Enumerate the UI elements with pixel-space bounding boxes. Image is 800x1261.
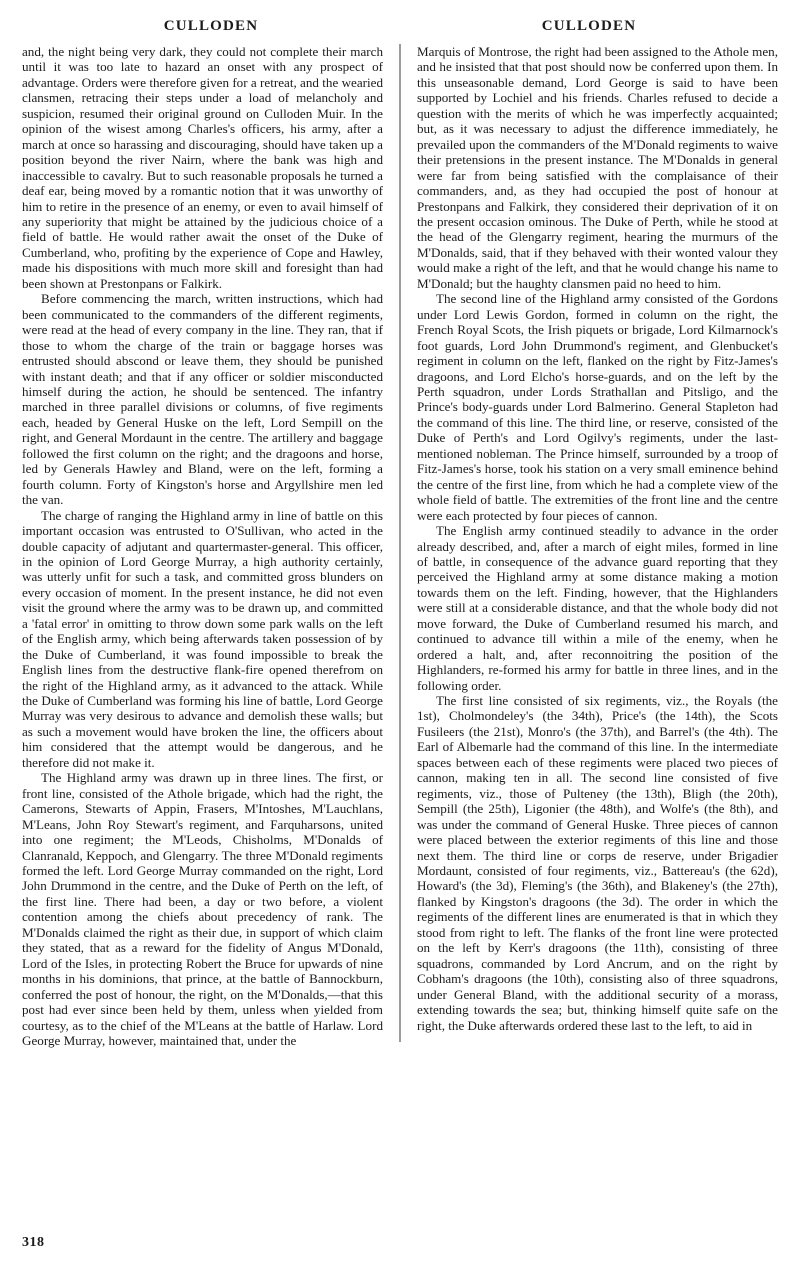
paragraph: The Highland army was drawn up in three lines. The first, or front line, consisted of the Athole brigade, which had the right, the Camerons, Stewarts of Appin, Frasers, M'Intoshes, M'Lauchlans, M'Leans, John Roy Stewart's regiment, and Farquharsons, united into one regiment; the M'Leods, Chisholms, M'Donalds of Clanranald, Keppoch, and Glengarry. The three M'Donald regiments formed the left. Lord George Murray commanded on the right, Lord John Drummond in the centre, and the Duke of Perth on the left, of the first line. There had been, a day or two before, a violent contention among the chiefs about precedency of rank. The M'Donalds claimed the right as their due, in support of which claim they stated, that as a reward for the fidelity of Angus M'Donald, Lord of the Isles, in protecting Robert the Bruce for upwards of nine months in his dominions, that prince, at the battle of Bannockburn, conferred the post of honour, the right, on the M'Donalds,—that this post had ever since been held by them, unless when yielded from courtesy, as to the chief of the M'Leans at the battle of Harlaw. Lord George Murray, however, maintained that, under the (22, 770, 383, 1048)
right-column (400, 44, 778, 1070)
column-divider (400, 44, 401, 1042)
column-bottom-spacer (22, 1048, 383, 1070)
text-columns (22, 44, 778, 1070)
paragraph: The charge of ranging the Highland army in line of battle on this important occasion was entrusted to O'Sullivan, who acted in the double capacity of adjutant and quartermaster-general. This officer, in the opinion of Lord George Murray, a high authority certainly, was utterly unfit for such a task, and committed gross blunders on every occasion of moment. In the present instance, he did not even visit the ground where the army was to be drawn up, and committed a 'fatal error' in omitting to throw down some park walls on the left of the English army, which being afterwards taken possession of by the Duke of Cumberland, it was found impossible to break the English lines from the destructive flank-fire opened therefrom on the right of the Highland army, as it advanced to the attack. While the Duke of Cumberland was forming his line of battle, Lord George Murray was very desirous to advance and demolish these walls; but as such a movement would have broken the line, the officers about him considered that the attempt would be dangerous, and he therefore did not make it. (22, 507, 383, 770)
paragraph: The English army continued steadily to advance in the order already described, and, after a march of eight miles, formed in line of battle, in consequence of the advance guard reporting that they perceived the Highland army at some distance making a motion towards them on the left. Finding, however, that the Highlanders were still at a considerable distance, and that the whole body did not move forward, the Duke of Cumberland resumed his march, and continued to advance till within a mile of the enemy, when he ordered a halt, and, after reconnoitring the position of the Highlanders, re-formed his army for battle in three lines, and in the following order. (417, 523, 778, 693)
running-heads (22, 18, 778, 44)
running-head-right: CULLODEN (541, 18, 637, 34)
running-head-left: CULLODEN (163, 18, 259, 34)
paragraph: Before commencing the march, written instructions, which had been communicated to the commanders of the different regiments, were read at the head of every company in the line. They ran, that if those to whom the charge of the train or baggage horses was entrusted should abscond or leave them, they should be punished with instant death; and that if any officer or soldier misconducted himself during the action, he should be sentenced. The infantry marched in three parallel divisions or columns, of five regiments each, headed by General Huske on the left, Lord Sempill on the right, and General Mordaunt in the centre. The artillery and baggage followed the first column on the right; and the dragoons and horse, led by Generals Hawley and Bland, were on the left, forming a fourth column. Forty of Kingston's horse and Argyllshire men led the van. (22, 291, 383, 508)
page-number: 318 (22, 1235, 45, 1250)
paragraph: and, the night being very dark, they could not complete their march until it was too late to hazard an onset with any prospect of advantage. Orders were therefore given for a retreat, and the wearied clansmen, retracing their steps under a load of melancholy and suspicion, resumed their original ground on Culloden Muir. In the opinion of the wisest among Charles's officers, his army, after a march at once so harassing and discouraging, should have taken up a position beyond the river Nairn, where the bank was high and inaccessible to cavalry. But to such reasonable proposals he turned a deaf ear, being moved by a romantic notion that it was unworthy of him to retire in the presence of an enemy, or even to avail himself of any superiority that might be attained by the judicious choice of a field of battle. He would rather await the onset of the Duke of Cumberland, who, profiting by the experience of Cope and Hawley, made his dispositions with much more skill and foresight than had been shown at Prestonpans or Falkirk. (22, 44, 383, 291)
paragraph: Marquis of Montrose, the right had been assigned to the Athole men, and he insisted that that post should now be conferred upon them. In this unseasonable demand, Lord George is said to have been supported by Lochiel and his friends. Charles refused to decide a question with the merits of which he was imperfectly acquainted; but, as it was necessary to adjust the difference immediately, he prevailed upon the commanders of the M'Donald regiments to waive their pretensions in the present instance. The M'Donalds in general were far from being satisfied with the complaisance of their commanders, and, as they had occupied the post of honour at Prestonpans and Falkirk, they considered their deprivation of it on the present occasion ominous. The Duke of Perth, while he stood at the head of the Glengarry regiment, hearing the murmurs of the M'Donalds, said, that if they behaved with their wonted valour they would make a right of the left, and that he would change his name to M'Donald; but the haughty clansmen paid no heed to him. (417, 44, 778, 291)
left-column (22, 44, 400, 1070)
paragraph: The first line consisted of six regiments, viz., the Royals (the 1st), Cholmondeley's (the 34th), Price's (the 14th), the Scots Fusileers (the 21st), Monro's (the 37th), and Barrel's (the 4th). The Earl of Albemarle had the command of this line. In the intermediate spaces between each of these regiments were placed two pieces of cannon, making ten in all. The second line consisted of five regiments, viz., those of Pulteney (the 13th), Bligh (the 20th), Sempill (the 25th), Ligonier (the 48th), and Wolfe's (the 8th), and was under the command of General Huske. Three pieces of cannon were placed between the exterior regiments of this line and those next them. The third line or corps de reserve, under Brigadier Mordaunt, consisted of four regiments, viz., Battereau's (the 62d), Howard's (the 3d), Fleming's (the 36th), and Blakeney's (the 27th), flanked by Kingston's dragoons (the 3d). The order in which the regiments of the different lines are enumerated is that in which they stood from right to left. The flanks of the front line were protected on the left by Kerr's dragoons (the 11th), consisting of three squadrons, commanded by Lord Ancrum, and on the right by Cobham's dragoons (the 10th), consisting also of three squadrons, under General Bland, with the additional security of a morass, extending towards the sea; but, thinking himself quite safe on the right, the Duke afterwards ordered these last to the left, to aid in (417, 693, 778, 1033)
paragraph: The second line of the Highland army consisted of the Gordons under Lord Lewis Gordon, formed in column on the right, the French Royal Scots, the Irish piquets or brigade, Lord Kilmarnock's foot guards, Lord John Drummond's regiment, and Glenbucket's regiment in column on the left, flanked on the right by Fitz-James's dragoons, and Lord Elcho's horse-guards, and on the left by the Perth squadron, under Lords Strathallan and Pitsligo, and the Prince's body-guards under Lord Balmerino. General Stapleton had the command of this line. The third line, or reserve, consisted of the Duke of Perth's and Lord Ogilvy's regiments, under the last-mentioned nobleman. The Prince himself, surrounded by a troop of Fitz-James's horse, took his station on a very small eminence behind the centre of the first line, from which he had a complete view of the whole field of battle. The extremities of the front line and the centre were each protected by four pieces of cannon. (417, 291, 778, 523)
